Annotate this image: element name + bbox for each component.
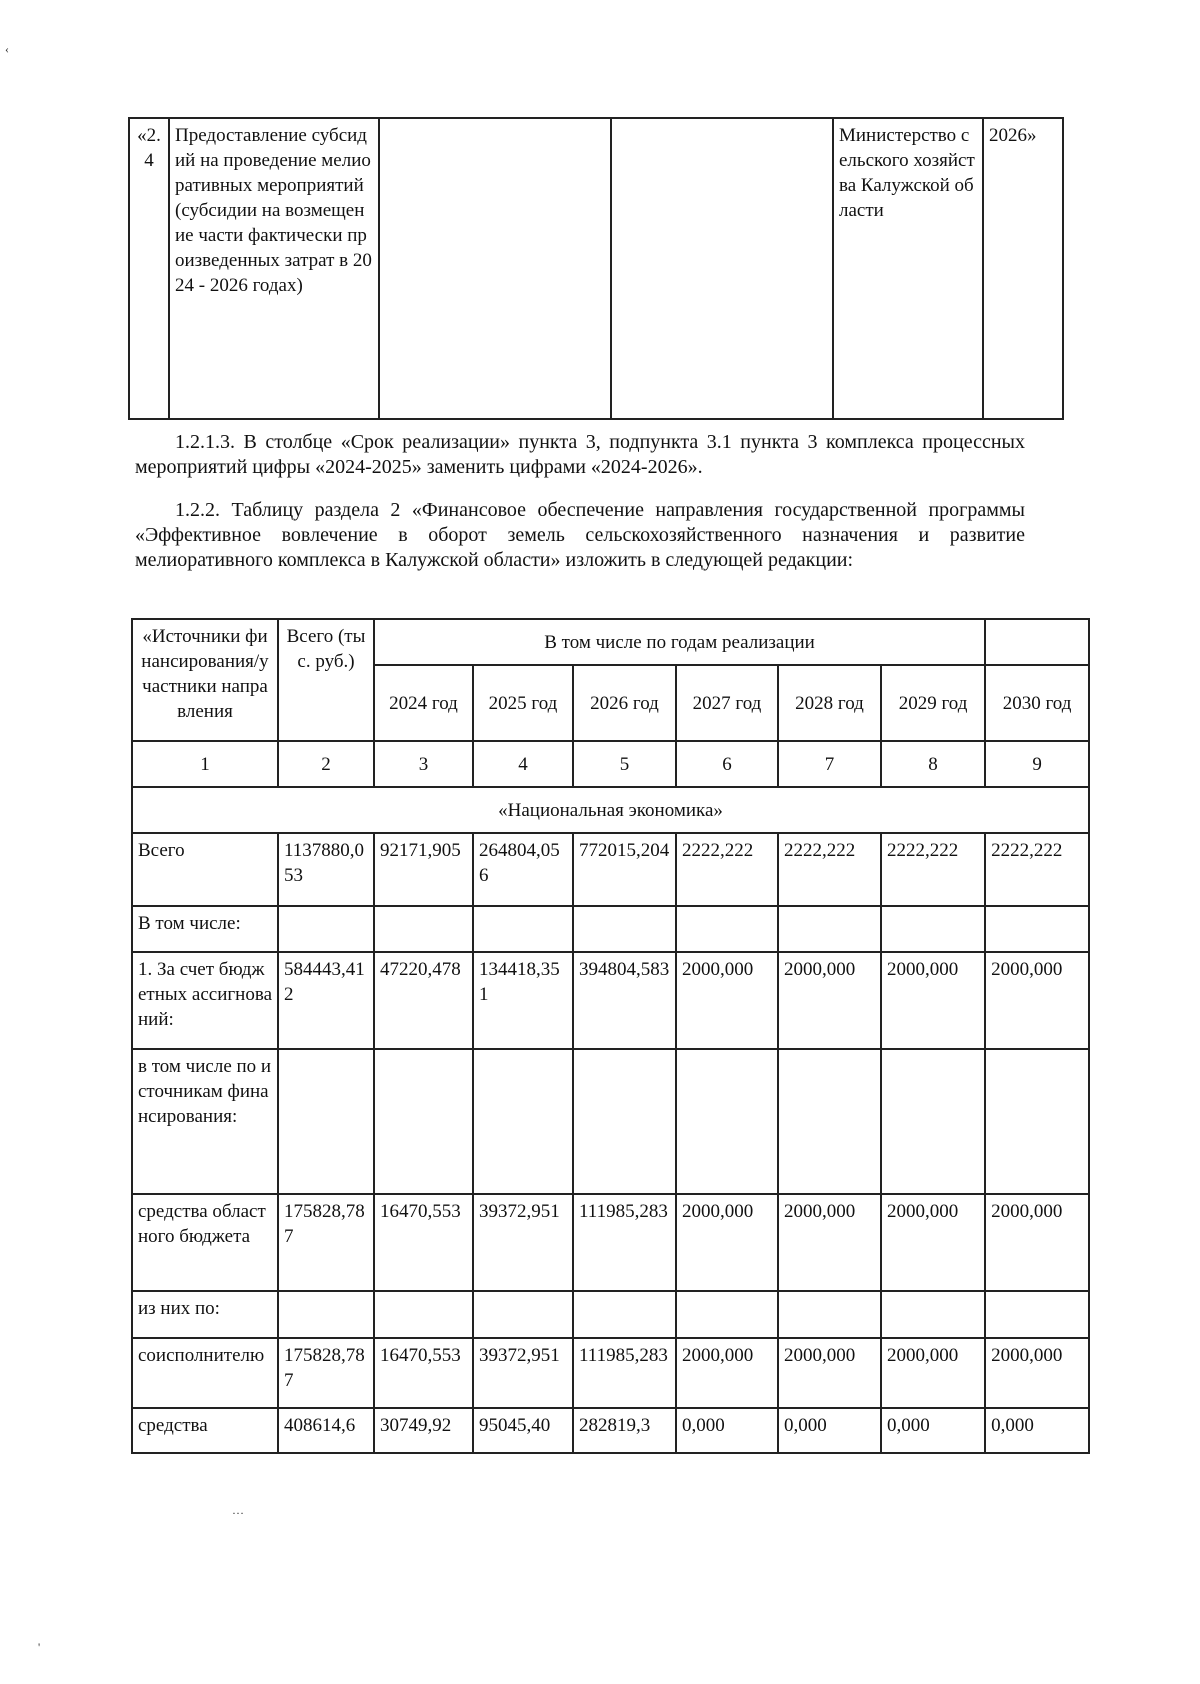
value-cell: 0,000 [881,1408,985,1453]
value-cell [573,1049,676,1194]
row-label: средства [132,1408,278,1453]
header-total: Всего (тыс. руб.) [278,619,374,741]
value-cell: 772015,204 [573,833,676,906]
table-row [132,1049,1089,1194]
header-year: 2025 год [473,665,573,741]
value-cell [278,1291,374,1338]
table-row [129,118,1063,419]
header-year: 2029 год [881,665,985,741]
column-number: 3 [374,741,473,787]
value-cell [676,906,778,952]
column-number: 1 [132,741,278,787]
value-cell: 92171,905 [374,833,473,906]
value-cell: 2000,000 [881,952,985,1049]
value-cell: 111985,283 [573,1338,676,1408]
column-number: 7 [778,741,881,787]
measures-table [128,117,1064,420]
value-cell [778,1049,881,1194]
header-year: 2024 год [374,665,473,741]
row-label: Всего [132,833,278,906]
item-number: «2.4 [129,118,169,419]
value-cell: 2222,222 [985,833,1089,906]
value-cell: 2222,222 [676,833,778,906]
value-cell [374,1049,473,1194]
value-cell: 0,000 [676,1408,778,1453]
table-row [132,1194,1089,1291]
header-by-years: В том числе по годам реализации [374,619,985,665]
value-cell [573,906,676,952]
value-cell [278,1049,374,1194]
empty-cell [611,118,833,419]
section-row [132,787,1089,833]
value-cell: 2222,222 [778,833,881,906]
value-cell: 2000,000 [676,952,778,1049]
value-cell: 264804,056 [473,833,573,906]
value-cell: 175828,787 [278,1338,374,1408]
row-label: соисполнителю [132,1338,278,1408]
header-row [132,619,1089,665]
value-cell [881,1291,985,1338]
value-cell [473,906,573,952]
header-year: 2028 год [778,665,881,741]
item-name: Предоставление субсидий на проведение мелиоративных мероприятий (субсидии на возмещение части фактически произведенных затрат в 2024 - 2026 годах) [169,118,379,419]
value-cell: 282819,3 [573,1408,676,1453]
column-number: 2 [278,741,374,787]
row-label: средства областного бюджета [132,1194,278,1291]
value-cell [473,1049,573,1194]
value-cell: 30749,92 [374,1408,473,1453]
value-cell: 2000,000 [676,1194,778,1291]
paragraph-1-2-2: 1.2.2. Таблицу раздела 2 «Финансовое обеспечение направления государственной программы «Эффективное вовлечение в оборот земель сельскохозяйственного назначения и развитие мелиоративного комплекса в Калужской области» изложить в следующей редакции: [135,499,1025,571]
row-label: в том числе по источникам финансирования: [132,1049,278,1194]
value-cell: 2000,000 [778,1194,881,1291]
scan-mark: ‹ [5,42,9,56]
financing-table [131,618,1090,1454]
header-year: 2026 год [573,665,676,741]
value-cell: 2000,000 [778,1338,881,1408]
column-number: 5 [573,741,676,787]
empty-cell [379,118,611,419]
scan-mark: … [232,1503,244,1517]
section-title: «Национальная экономика» [132,787,1089,833]
value-cell: 394804,583 [573,952,676,1049]
value-cell [473,1291,573,1338]
value-cell: 2000,000 [985,1338,1089,1408]
value-cell: 584443,412 [278,952,374,1049]
column-number: 6 [676,741,778,787]
scan-mark: ' [38,1640,41,1654]
value-cell [278,906,374,952]
paragraph-1-2-1-3: 1.2.1.3. В столбце «Срок реализации» пункта 3, подпункта 3.1 пункта 3 комплекса процессных мероприятий цифры «2024-2025» заменить цифрами «2024-2026». [135,431,1025,478]
value-cell [778,906,881,952]
value-cell: 2000,000 [881,1338,985,1408]
value-cell [676,1049,778,1194]
value-cell [985,1049,1089,1194]
value-cell [985,1291,1089,1338]
empty-cell [985,619,1089,665]
value-cell: 95045,40 [473,1408,573,1453]
value-cell [881,906,985,952]
value-cell: 175828,787 [278,1194,374,1291]
row-label: из них по: [132,1291,278,1338]
value-cell [676,1291,778,1338]
value-cell [778,1291,881,1338]
value-cell [573,1291,676,1338]
table-row [132,952,1089,1049]
value-cell: 134418,351 [473,952,573,1049]
value-cell: 16470,553 [374,1194,473,1291]
column-numbers-row [132,741,1089,787]
value-cell: 2000,000 [985,952,1089,1049]
value-cell: 16470,553 [374,1338,473,1408]
value-cell: 39372,951 [473,1194,573,1291]
value-cell: 2000,000 [985,1194,1089,1291]
header-sources: «Источники финансирования/участники направления [132,619,278,741]
value-cell: 1137880,053 [278,833,374,906]
header-year: 2030 год [985,665,1089,741]
value-cell: 0,000 [778,1408,881,1453]
row-label: В том числе: [132,906,278,952]
item-term: 2026» [983,118,1063,419]
column-number: 8 [881,741,985,787]
value-cell [374,906,473,952]
table-row [132,906,1089,952]
value-cell: 0,000 [985,1408,1089,1453]
value-cell: 111985,283 [573,1194,676,1291]
value-cell [985,906,1089,952]
row-label: 1. За счет бюджетных ассигнований: [132,952,278,1049]
value-cell: 39372,951 [473,1338,573,1408]
value-cell [374,1291,473,1338]
column-number: 4 [473,741,573,787]
table-row [132,833,1089,906]
item-executor: Министерство сельского хозяйства Калужской области [833,118,983,419]
table-row [132,1291,1089,1338]
value-cell: 2000,000 [676,1338,778,1408]
table-row [132,1338,1089,1408]
value-cell: 2222,222 [881,833,985,906]
value-cell: 47220,478 [374,952,473,1049]
column-number: 9 [985,741,1089,787]
value-cell [881,1049,985,1194]
value-cell: 408614,6 [278,1408,374,1453]
header-year: 2027 год [676,665,778,741]
table-row [132,1408,1089,1453]
value-cell: 2000,000 [881,1194,985,1291]
value-cell: 2000,000 [778,952,881,1049]
